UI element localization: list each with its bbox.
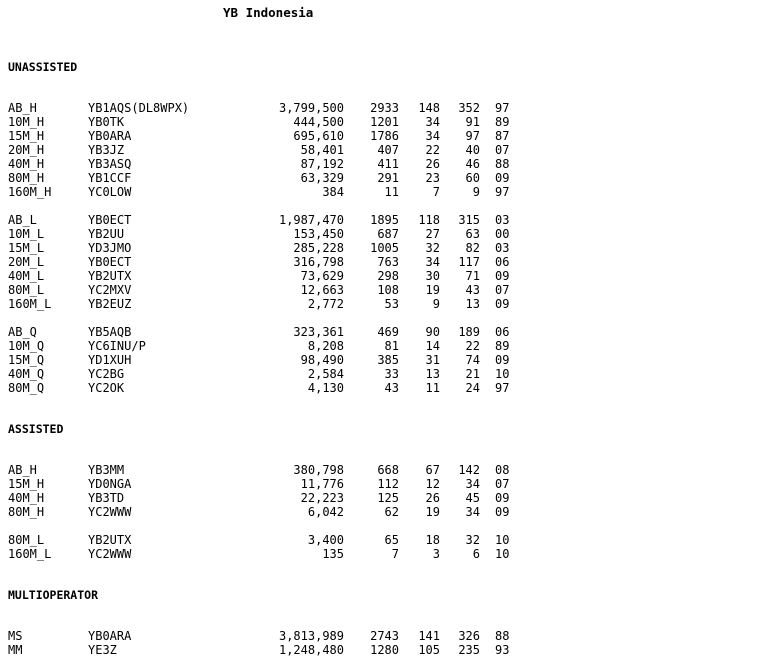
year-cell: 08 (495, 463, 510, 477)
result-row (0, 297, 774, 311)
qso-count-cell: 2743 (370, 629, 399, 643)
score-cell: 695,610 (293, 129, 344, 143)
countries-cell: 24 (465, 381, 480, 395)
result-row (0, 143, 774, 157)
score-cell: 58,401 (300, 143, 344, 157)
result-row (0, 339, 774, 353)
callsign-cell: YC2WWW (88, 505, 132, 519)
score-cell: 153,450 (293, 227, 344, 241)
page-title: YB Indonesia (223, 5, 314, 20)
zones-cell: 7 (432, 185, 440, 199)
callsign-cell: YB3JZ (88, 143, 125, 157)
score-cell: 316,798 (293, 255, 344, 269)
callsign-cell: YB1AQS(DL8WPX) (88, 101, 190, 115)
callsign-cell: YB5AQB (88, 325, 132, 339)
year-cell: 97 (495, 101, 510, 115)
result-row (0, 115, 774, 129)
result-row (0, 477, 774, 491)
result-row (0, 283, 774, 297)
zones-cell: 105 (418, 643, 440, 657)
callsign-cell: YB3ASQ (88, 157, 132, 171)
year-cell: 10 (495, 547, 510, 561)
category-cell: AB_H (8, 463, 37, 477)
qso-count-cell: 385 (377, 353, 399, 367)
year-cell: 07 (495, 143, 510, 157)
category-cell: AB_H (8, 101, 37, 115)
score-cell: 3,813,989 (278, 629, 344, 643)
year-cell: 89 (495, 115, 510, 129)
callsign-cell: YC2BG (88, 367, 125, 381)
callsign-cell: YB2UTX (88, 533, 132, 547)
countries-cell: 142 (458, 463, 480, 477)
countries-cell: 13 (465, 297, 480, 311)
year-cell: 09 (495, 171, 510, 185)
score-cell: 380,798 (293, 463, 344, 477)
result-row (0, 325, 774, 339)
category-cell: 80M_L (8, 533, 45, 547)
zones-cell: 19 (425, 505, 440, 519)
result-row (0, 171, 774, 185)
callsign-cell: YC2OK (88, 381, 125, 395)
year-cell: 10 (495, 533, 510, 547)
result-row (0, 381, 774, 395)
result-row (0, 643, 774, 657)
countries-cell: 71 (465, 269, 480, 283)
callsign-cell: YD3JMO (88, 241, 132, 255)
qso-count-cell: 7 (391, 547, 399, 561)
year-cell: 09 (495, 269, 510, 283)
qso-count-cell: 112 (377, 477, 399, 491)
category-cell: 80M_H (8, 505, 45, 519)
score-cell: 87,192 (300, 157, 344, 171)
qso-count-cell: 33 (384, 367, 399, 381)
result-row (0, 241, 774, 255)
countries-cell: 82 (465, 241, 480, 255)
qso-count-cell: 469 (377, 325, 399, 339)
callsign-cell: YB2UU (88, 227, 125, 241)
countries-cell: 117 (458, 255, 480, 269)
category-cell: 40M_L (8, 269, 45, 283)
callsign-cell: YC0LOW (88, 185, 132, 199)
callsign-cell: YC6INU/P (88, 339, 146, 353)
zones-cell: 34 (425, 115, 440, 129)
callsign-cell: YB2UTX (88, 269, 132, 283)
year-cell: 06 (495, 325, 510, 339)
countries-cell: 46 (465, 157, 480, 171)
countries-cell: 235 (458, 643, 480, 657)
score-cell: 11,776 (300, 477, 344, 491)
qso-count-cell: 108 (377, 283, 399, 297)
score-cell: 73,629 (300, 269, 344, 283)
category-cell: 10M_Q (8, 339, 45, 353)
category-cell: 10M_L (8, 227, 45, 241)
category-cell: 40M_Q (8, 367, 45, 381)
category-cell: AB_Q (8, 325, 37, 339)
year-cell: 93 (495, 643, 510, 657)
qso-count-cell: 411 (377, 157, 399, 171)
qso-count-cell: 43 (384, 381, 399, 395)
category-cell: MS (8, 629, 23, 643)
zones-cell: 32 (425, 241, 440, 255)
score-cell: 135 (322, 547, 344, 561)
category-cell: 160M_L (8, 547, 52, 561)
countries-cell: 34 (465, 505, 480, 519)
callsign-cell: YC2MXV (88, 283, 132, 297)
countries-cell: 21 (465, 367, 480, 381)
countries-cell: 32 (465, 533, 480, 547)
qso-count-cell: 1786 (370, 129, 399, 143)
year-cell: 87 (495, 129, 510, 143)
year-cell: 09 (495, 491, 510, 505)
countries-cell: 189 (458, 325, 480, 339)
zones-cell: 118 (418, 213, 440, 227)
zones-cell: 34 (425, 129, 440, 143)
year-cell: 07 (495, 477, 510, 491)
result-row (0, 213, 774, 227)
callsign-cell: YD0NGA (88, 477, 132, 491)
year-cell: 00 (495, 227, 510, 241)
result-row (0, 255, 774, 269)
qso-count-cell: 53 (384, 297, 399, 311)
countries-cell: 63 (465, 227, 480, 241)
zones-cell: 19 (425, 283, 440, 297)
category-cell: AB_L (8, 213, 37, 227)
qso-count-cell: 1895 (370, 213, 399, 227)
year-cell: 88 (495, 629, 510, 643)
score-cell: 22,223 (300, 491, 344, 505)
score-cell: 1,987,470 (278, 213, 344, 227)
section-heading-assisted: ASSISTED (8, 422, 64, 436)
category-cell: 160M_H (8, 185, 52, 199)
countries-cell: 97 (465, 129, 480, 143)
score-cell: 12,663 (300, 283, 344, 297)
zones-cell: 31 (425, 353, 440, 367)
qso-count-cell: 2933 (370, 101, 399, 115)
score-cell: 3,400 (307, 533, 344, 547)
result-row (0, 463, 774, 477)
zones-cell: 34 (425, 255, 440, 269)
year-cell: 09 (495, 297, 510, 311)
category-cell: 15M_H (8, 477, 45, 491)
callsign-cell: YB2EUZ (88, 297, 132, 311)
zones-cell: 11 (425, 381, 440, 395)
category-cell: 80M_H (8, 171, 45, 185)
qso-count-cell: 1005 (370, 241, 399, 255)
year-cell: 03 (495, 213, 510, 227)
score-cell: 1,248,480 (278, 643, 344, 657)
result-row (0, 129, 774, 143)
qso-count-cell: 65 (384, 533, 399, 547)
score-cell: 2,584 (307, 367, 344, 381)
callsign-cell: YB0ARA (88, 129, 132, 143)
year-cell: 07 (495, 283, 510, 297)
year-cell: 97 (495, 381, 510, 395)
callsign-cell: YD1XUH (88, 353, 132, 367)
category-cell: 80M_Q (8, 381, 45, 395)
result-row (0, 547, 774, 561)
zones-cell: 67 (425, 463, 440, 477)
category-cell: 15M_Q (8, 353, 45, 367)
score-cell: 6,042 (307, 505, 344, 519)
countries-cell: 43 (465, 283, 480, 297)
qso-count-cell: 291 (377, 171, 399, 185)
qso-count-cell: 1201 (370, 115, 399, 129)
callsign-cell: YB3TD (88, 491, 125, 505)
score-cell: 3,799,500 (278, 101, 344, 115)
countries-cell: 6 (472, 547, 480, 561)
zones-cell: 27 (425, 227, 440, 241)
result-row (0, 269, 774, 283)
qso-count-cell: 407 (377, 143, 399, 157)
category-cell: 160M_L (8, 297, 52, 311)
countries-cell: 315 (458, 213, 480, 227)
zones-cell: 13 (425, 367, 440, 381)
countries-cell: 34 (465, 477, 480, 491)
year-cell: 10 (495, 367, 510, 381)
score-cell: 63,329 (300, 171, 344, 185)
score-cell: 384 (322, 185, 344, 199)
score-cell: 8,208 (307, 339, 344, 353)
score-cell: 4,130 (307, 381, 344, 395)
result-row (0, 505, 774, 519)
category-cell: MM (8, 643, 23, 657)
category-cell: 20M_H (8, 143, 45, 157)
callsign-cell: YB0TK (88, 115, 125, 129)
zones-cell: 9 (432, 297, 440, 311)
zones-cell: 3 (432, 547, 440, 561)
category-cell: 15M_H (8, 129, 45, 143)
zones-cell: 14 (425, 339, 440, 353)
callsign-cell: YB0ARA (88, 629, 132, 643)
year-cell: 09 (495, 353, 510, 367)
section-heading-unassisted: UNASSISTED (8, 60, 78, 74)
category-cell: 40M_H (8, 157, 45, 171)
qso-count-cell: 298 (377, 269, 399, 283)
callsign-cell: YE3Z (88, 643, 117, 657)
zones-cell: 26 (425, 491, 440, 505)
result-row (0, 157, 774, 171)
score-cell: 2,772 (307, 297, 344, 311)
qso-count-cell: 125 (377, 491, 399, 505)
score-cell: 98,490 (300, 353, 344, 367)
score-cell: 323,361 (293, 325, 344, 339)
countries-cell: 91 (465, 115, 480, 129)
score-cell: 444,500 (293, 115, 344, 129)
countries-cell: 9 (472, 185, 480, 199)
year-cell: 88 (495, 157, 510, 171)
countries-cell: 60 (465, 171, 480, 185)
callsign-cell: YB0ECT (88, 255, 132, 269)
zones-cell: 26 (425, 157, 440, 171)
callsign-cell: YB3MM (88, 463, 125, 477)
zones-cell: 12 (425, 477, 440, 491)
callsign-cell: YC2WWW (88, 547, 132, 561)
category-cell: 15M_L (8, 241, 45, 255)
callsign-cell: YB0ECT (88, 213, 132, 227)
year-cell: 97 (495, 185, 510, 199)
zones-cell: 22 (425, 143, 440, 157)
qso-count-cell: 687 (377, 227, 399, 241)
year-cell: 06 (495, 255, 510, 269)
result-row (0, 185, 774, 199)
zones-cell: 30 (425, 269, 440, 283)
result-row (0, 367, 774, 381)
qso-count-cell: 62 (384, 505, 399, 519)
qso-count-cell: 81 (384, 339, 399, 353)
countries-cell: 22 (465, 339, 480, 353)
countries-cell: 74 (465, 353, 480, 367)
countries-cell: 45 (465, 491, 480, 505)
year-cell: 03 (495, 241, 510, 255)
category-cell: 20M_L (8, 255, 45, 269)
result-row (0, 491, 774, 505)
category-cell: 80M_L (8, 283, 45, 297)
year-cell: 89 (495, 339, 510, 353)
callsign-cell: YB1CCF (88, 171, 132, 185)
result-row (0, 353, 774, 367)
countries-cell: 326 (458, 629, 480, 643)
category-cell: 10M_H (8, 115, 45, 129)
qso-count-cell: 668 (377, 463, 399, 477)
category-cell: 40M_H (8, 491, 45, 505)
countries-cell: 352 (458, 101, 480, 115)
section-heading-multioperator: MULTIOPERATOR (8, 588, 99, 602)
year-cell: 09 (495, 505, 510, 519)
result-row (0, 629, 774, 643)
zones-cell: 90 (425, 325, 440, 339)
result-row (0, 227, 774, 241)
countries-cell: 40 (465, 143, 480, 157)
result-row (0, 101, 774, 115)
score-cell: 285,228 (293, 241, 344, 255)
zones-cell: 148 (418, 101, 440, 115)
zones-cell: 18 (425, 533, 440, 547)
zones-cell: 23 (425, 171, 440, 185)
result-row (0, 533, 774, 547)
qso-count-cell: 1280 (370, 643, 399, 657)
qso-count-cell: 763 (377, 255, 399, 269)
qso-count-cell: 11 (384, 185, 399, 199)
zones-cell: 141 (418, 629, 440, 643)
